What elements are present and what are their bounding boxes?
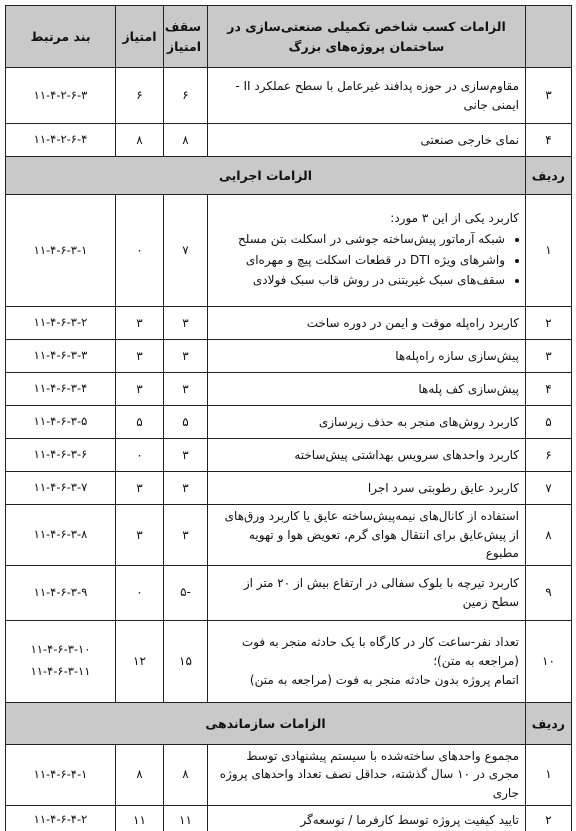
row-index: ۴: [526, 124, 572, 157]
row-index: ۲: [526, 805, 572, 831]
row-score: ۳: [116, 340, 164, 373]
row-intro: کاربرد یکی از این ۳ مورد:: [390, 211, 519, 226]
row-index: ۳: [526, 68, 572, 124]
row-score: ۳: [116, 472, 164, 505]
row-score: ۰: [116, 195, 164, 307]
row-index: ۱: [526, 195, 572, 307]
row-text: کاربرد راه‌پله موقت و ایمن در دوره ساخت: [208, 307, 526, 340]
row-cap: ۳: [164, 472, 208, 505]
row-cap: ۳: [164, 373, 208, 406]
row-text: نمای خارجی صنعتی: [208, 124, 526, 157]
table-row: [6, 620, 572, 702]
row-text-part: اتمام پروژه بدون حادثه منجر به فوت (مراجعه به متن): [249, 672, 519, 687]
table-row: [6, 805, 572, 831]
row-score: ۳: [116, 307, 164, 340]
row-score: ۸: [116, 124, 164, 157]
row-text: کاربرد روش‌های منجر به حذف زیرسازی: [208, 406, 526, 439]
section-row-label: ردیف: [526, 702, 572, 744]
section-header-org: [6, 702, 572, 744]
row-cap: ۷: [164, 195, 208, 307]
row-score: ۱۲: [116, 620, 164, 702]
table-row: [6, 195, 572, 307]
row-cap: ۳: [164, 307, 208, 340]
row-ref-part: ۱۱-۴-۶-۳-۱۰: [30, 642, 91, 657]
row-score: ۶: [116, 68, 164, 124]
table-row: [6, 472, 572, 505]
row-index: ۶: [526, 439, 572, 472]
table-row: [6, 373, 572, 406]
row-score: ۱۱: [116, 805, 164, 831]
row-cap: -۵: [164, 565, 208, 620]
row-cap: ۶: [164, 68, 208, 124]
row-cap: ۱۱: [164, 805, 208, 831]
row-text: [208, 195, 526, 307]
row-cap: ۳: [164, 505, 208, 566]
row-index: ۲: [526, 307, 572, 340]
row-cap: ۸: [164, 124, 208, 157]
section-title: الزامات اجرایی: [6, 157, 526, 195]
list-item: • شبکه آرماتور پیش‌ساخته جوشی در اسکلت بتن مسلح: [214, 230, 505, 249]
row-text: مجموع واحدهای ساخته‌شده با سیستم پیشنهادی توسط مجری در ۱۰ سال گذشته، حداقل نصف تعداد واحدهای پروژه جاری: [208, 744, 526, 805]
row-score: ۰: [116, 565, 164, 620]
table-row: [6, 307, 572, 340]
table-row: [6, 68, 572, 124]
row-text: تایید کیفیت پروژه توسط کارفرما / توسعه‌گر: [208, 805, 526, 831]
row-text: مقاوم‌سازی در حوزه پدافند غیرعامل با سطح عملکرد II - ایمنی جانی: [208, 68, 526, 124]
row-cap: ۵: [164, 406, 208, 439]
row-text-part: تعداد نفر-ساعت کار در کارگاه با یک حادثه منجر به فوت (مراجعه به متن)؛: [241, 635, 519, 668]
row-score: ۸: [116, 744, 164, 805]
row-ref: ۱۱-۴-۲-۶-۴: [6, 124, 116, 157]
row-ref: [6, 620, 116, 702]
row-ref: ۱۱-۴-۶-۳-۸: [6, 505, 116, 566]
section-row-label: ردیف: [526, 157, 572, 195]
row-ref: ۱۱-۴-۶-۳-۴: [6, 373, 116, 406]
table-header-row: [6, 6, 572, 68]
row-score: ۳: [116, 505, 164, 566]
row-score: ۰: [116, 439, 164, 472]
table-row: [6, 124, 572, 157]
row-cap: ۸: [164, 744, 208, 805]
row-ref: ۱۱-۴-۶-۳-۶: [6, 439, 116, 472]
header-cap: سقف امتیاز: [164, 6, 208, 68]
row-ref: ۱۱-۴-۶-۴-۲: [6, 805, 116, 831]
row-text: کاربرد تیرچه با بلوک سفالی در ارتفاع بیش از ۲۰ متر از سطح زمین: [208, 565, 526, 620]
header-idx-cell: [526, 6, 572, 68]
row-cap: ۱۵: [164, 620, 208, 702]
row-index: ۱۰: [526, 620, 572, 702]
requirements-table: [5, 5, 572, 831]
row-index: ۹: [526, 565, 572, 620]
header-score: امتیاز: [116, 6, 164, 68]
row-index: ۴: [526, 373, 572, 406]
header-ref: بند مرتبط: [6, 6, 116, 68]
row-index: ۳: [526, 340, 572, 373]
section-title: الزامات سازماندهی: [6, 702, 526, 744]
row-text: [208, 620, 526, 702]
table-row: [6, 744, 572, 805]
row-ref: ۱۱-۴-۶-۳-۵: [6, 406, 116, 439]
row-text: استفاده از کانال‌های نیمه‌پیش‌ساخته عایق یا کاربرد ورق‌های از پیش‌عایق برای انتقال هوای گرم، تعویض هوا و تهویه مطبوع: [208, 505, 526, 566]
row-text: کاربرد واحدهای سرویس بهداشتی پیش‌ساخته: [208, 439, 526, 472]
table-row: [6, 340, 572, 373]
bullet-list: [214, 230, 519, 290]
table-row: [6, 505, 572, 566]
row-score: ۵: [116, 406, 164, 439]
row-ref: ۱۱-۴-۶-۳-۲: [6, 307, 116, 340]
row-index: ۷: [526, 472, 572, 505]
list-item: • سقف‌های سبک غیربتنی در روش قاب سبک فولادی: [214, 271, 505, 290]
row-index: ۱: [526, 744, 572, 805]
row-ref-part: ۱۱-۴-۶-۳-۱۱: [30, 664, 91, 679]
row-ref: ۱۱-۴-۶-۳-۹: [6, 565, 116, 620]
row-text: کاربرد عایق رطوبتی سرد اجرا: [208, 472, 526, 505]
list-item: • واشرهای ویژه DTI در قطعات اسکلت پیچ و مهره‌ای: [214, 251, 505, 270]
row-index: ۵: [526, 406, 572, 439]
row-text: پیش‌سازی کف پله‌ها: [208, 373, 526, 406]
row-cap: ۳: [164, 340, 208, 373]
section-header-exec: [6, 157, 572, 195]
row-ref: ۱۱-۴-۲-۶-۳: [6, 68, 116, 124]
row-cap: ۳: [164, 439, 208, 472]
table-row: [6, 406, 572, 439]
row-ref: ۱۱-۴-۶-۳-۳: [6, 340, 116, 373]
row-text: پیش‌سازی سازه راه‌پله‌ها: [208, 340, 526, 373]
table-row: [6, 565, 572, 620]
table-row: [6, 439, 572, 472]
row-index: ۸: [526, 505, 572, 566]
row-ref: ۱۱-۴-۶-۳-۱: [6, 195, 116, 307]
row-ref: ۱۱-۴-۶-۳-۷: [6, 472, 116, 505]
header-title: الزامات کسب شاخص تکمیلی صنعتی‌سازی در ساختمان پروژه‌های بزرگ: [208, 6, 526, 68]
row-score: ۳: [116, 373, 164, 406]
row-ref: ۱۱-۴-۶-۴-۱: [6, 744, 116, 805]
